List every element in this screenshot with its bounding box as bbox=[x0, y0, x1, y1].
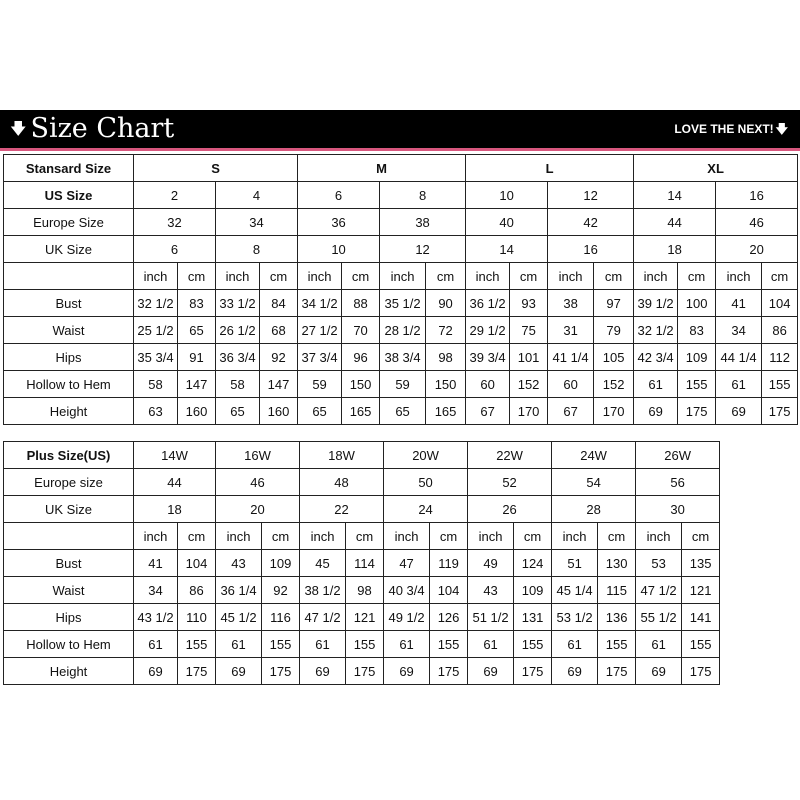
measurement-cell: 86 bbox=[178, 577, 216, 604]
measurement-cell: 63 bbox=[134, 398, 178, 425]
size-cell: 56 bbox=[636, 469, 720, 496]
unit-cell: inch bbox=[300, 523, 346, 550]
size-group-cell: S bbox=[134, 155, 298, 182]
measurement-cell: 96 bbox=[342, 344, 380, 371]
measurement-cell: 36 1/2 bbox=[466, 290, 510, 317]
size-cell: 20 bbox=[716, 236, 798, 263]
measurement-label: Hollow to Hem bbox=[4, 631, 134, 658]
size-cell: 16 bbox=[548, 236, 634, 263]
unit-cell: inch bbox=[216, 263, 260, 290]
measurement-cell: 165 bbox=[426, 398, 466, 425]
measurement-cell: 51 1/2 bbox=[468, 604, 514, 631]
standard-size-header: Stansard Size bbox=[4, 155, 134, 182]
measurement-cell: 97 bbox=[594, 290, 634, 317]
measurement-cell: 49 1/2 bbox=[384, 604, 430, 631]
uk-size-row bbox=[4, 496, 798, 523]
measurement-cell: 69 bbox=[216, 658, 262, 685]
measurement-cell: 65 bbox=[216, 398, 260, 425]
unit-cell: cm bbox=[514, 523, 552, 550]
unit-cell: cm bbox=[678, 263, 716, 290]
unit-cell: inch bbox=[216, 523, 262, 550]
unit-row bbox=[4, 263, 798, 290]
measurement-cell: 175 bbox=[262, 658, 300, 685]
measurement-cell: 29 1/2 bbox=[466, 317, 510, 344]
measurement-cell: 152 bbox=[510, 371, 548, 398]
measurement-cell: 58 bbox=[216, 371, 260, 398]
size-cell: 10 bbox=[466, 182, 548, 209]
plus-measurements bbox=[4, 550, 798, 685]
measurement-cell: 88 bbox=[342, 290, 380, 317]
measurement-label: Hips bbox=[4, 604, 134, 631]
measurement-cell: 165 bbox=[342, 398, 380, 425]
measurement-cell: 124 bbox=[514, 550, 552, 577]
measurement-cell: 49 bbox=[468, 550, 514, 577]
measurement-cell: 93 bbox=[510, 290, 548, 317]
measurement-cell: 65 bbox=[380, 398, 426, 425]
blank-area bbox=[720, 442, 798, 550]
europe-size-row bbox=[4, 209, 798, 236]
measurement-cell: 69 bbox=[716, 398, 762, 425]
unit-cell: inch bbox=[298, 263, 342, 290]
size-cell: 50 bbox=[384, 469, 468, 496]
size-cell: 8 bbox=[216, 236, 298, 263]
measurement-cell: 67 bbox=[466, 398, 510, 425]
measurement-label: Height bbox=[4, 658, 134, 685]
measurement-cell: 28 1/2 bbox=[380, 317, 426, 344]
measurement-cell: 150 bbox=[342, 371, 380, 398]
measurement-cell: 116 bbox=[262, 604, 300, 631]
measurement-cell: 69 bbox=[300, 658, 346, 685]
size-cell: 26 bbox=[468, 496, 552, 523]
unit-cell: inch bbox=[716, 263, 762, 290]
measurement-label: Bust bbox=[4, 290, 134, 317]
size-cell: 6 bbox=[298, 182, 380, 209]
size-cell: 12 bbox=[548, 182, 634, 209]
measurement-cell: 170 bbox=[510, 398, 548, 425]
measurement-cell: 38 3/4 bbox=[380, 344, 426, 371]
size-cell: 28 bbox=[552, 496, 636, 523]
size-cell: 54 bbox=[552, 469, 636, 496]
title-banner bbox=[0, 110, 800, 148]
measurement-cell: 104 bbox=[430, 577, 468, 604]
unit-cell: cm bbox=[178, 523, 216, 550]
size-group-cell: M bbox=[298, 155, 466, 182]
measurement-cell: 175 bbox=[178, 658, 216, 685]
accent-divider bbox=[0, 148, 800, 151]
measurement-cell: 51 bbox=[552, 550, 598, 577]
measurement-row bbox=[4, 577, 798, 604]
measurement-label: Height bbox=[4, 398, 134, 425]
size-cell: 14W bbox=[134, 442, 216, 469]
measurement-cell: 147 bbox=[260, 371, 298, 398]
measurement-cell: 121 bbox=[682, 577, 720, 604]
measurement-cell: 61 bbox=[134, 631, 178, 658]
banner-title bbox=[10, 110, 174, 148]
measurement-cell: 100 bbox=[678, 290, 716, 317]
measurement-cell: 110 bbox=[178, 604, 216, 631]
us-size-row bbox=[4, 182, 798, 209]
measurement-cell: 175 bbox=[430, 658, 468, 685]
measurement-row bbox=[4, 550, 798, 577]
measurement-cell: 61 bbox=[634, 371, 678, 398]
measurement-cell: 38 bbox=[548, 290, 594, 317]
size-cell: 22 bbox=[300, 496, 384, 523]
measurement-row bbox=[4, 658, 798, 685]
measurement-cell: 61 bbox=[384, 631, 430, 658]
measurement-cell: 37 3/4 bbox=[298, 344, 342, 371]
measurement-cell: 98 bbox=[426, 344, 466, 371]
measurement-cell: 175 bbox=[678, 398, 716, 425]
measurement-cell: 53 bbox=[636, 550, 682, 577]
size-cell: 10 bbox=[298, 236, 380, 263]
europe-size-label: Europe size bbox=[4, 469, 134, 496]
size-cell: 14 bbox=[466, 236, 548, 263]
unit-cell: inch bbox=[134, 263, 178, 290]
size-cell: 18 bbox=[634, 236, 716, 263]
size-cell: 44 bbox=[134, 469, 216, 496]
measurement-cell: 91 bbox=[178, 344, 216, 371]
measurement-cell: 42 3/4 bbox=[634, 344, 678, 371]
measurement-cell: 86 bbox=[762, 317, 798, 344]
measurement-cell: 155 bbox=[430, 631, 468, 658]
measurement-cell: 175 bbox=[346, 658, 384, 685]
measurement-cell: 45 bbox=[300, 550, 346, 577]
measurement-cell: 69 bbox=[636, 658, 682, 685]
us-size-label: US Size bbox=[4, 182, 134, 209]
measurement-cell: 61 bbox=[216, 631, 262, 658]
unit-cell: cm bbox=[346, 523, 384, 550]
size-cell: 42 bbox=[548, 209, 634, 236]
size-cell: 6 bbox=[134, 236, 216, 263]
measurement-label: Waist bbox=[4, 317, 134, 344]
measurement-cell: 59 bbox=[380, 371, 426, 398]
size-cell: 4 bbox=[216, 182, 298, 209]
measurement-cell: 26 1/2 bbox=[216, 317, 260, 344]
size-cell: 46 bbox=[216, 469, 300, 496]
measurement-cell: 119 bbox=[430, 550, 468, 577]
measurement-cell: 155 bbox=[682, 631, 720, 658]
size-cell: 16W bbox=[216, 442, 300, 469]
standard-measurements bbox=[4, 290, 798, 425]
measurement-cell: 175 bbox=[598, 658, 636, 685]
measurement-cell: 68 bbox=[260, 317, 298, 344]
measurement-cell: 60 bbox=[466, 371, 510, 398]
unit-cell: inch bbox=[636, 523, 682, 550]
plus-size-header: Plus Size(US) bbox=[4, 442, 134, 469]
banner-tagline bbox=[674, 110, 788, 148]
measurement-cell: 34 1/2 bbox=[298, 290, 342, 317]
unit-cell: cm bbox=[594, 263, 634, 290]
unit-cell: inch bbox=[384, 523, 430, 550]
measurement-cell: 47 bbox=[384, 550, 430, 577]
size-cell: 32 bbox=[134, 209, 216, 236]
measurement-cell: 115 bbox=[598, 577, 636, 604]
size-cell: 38 bbox=[380, 209, 466, 236]
measurement-cell: 27 1/2 bbox=[298, 317, 342, 344]
size-cell: 46 bbox=[716, 209, 798, 236]
measurement-cell: 70 bbox=[342, 317, 380, 344]
measurement-cell: 45 1/2 bbox=[216, 604, 262, 631]
measurement-cell: 61 bbox=[468, 631, 514, 658]
size-cell: 40 bbox=[466, 209, 548, 236]
measurement-cell: 155 bbox=[178, 631, 216, 658]
measurement-label: Hollow to Hem bbox=[4, 371, 134, 398]
measurement-cell: 112 bbox=[762, 344, 798, 371]
size-cell: 16 bbox=[716, 182, 798, 209]
unit-row-label bbox=[4, 523, 134, 550]
measurement-cell: 90 bbox=[426, 290, 466, 317]
size-cell: 18 bbox=[134, 496, 216, 523]
measurement-cell: 41 bbox=[716, 290, 762, 317]
measurement-cell: 98 bbox=[346, 577, 384, 604]
measurement-row bbox=[4, 371, 798, 398]
measurement-row bbox=[4, 290, 798, 317]
measurement-cell: 114 bbox=[346, 550, 384, 577]
size-cell: 22W bbox=[468, 442, 552, 469]
unit-cell: cm bbox=[510, 263, 548, 290]
unit-cell: inch bbox=[466, 263, 510, 290]
unit-cell: inch bbox=[380, 263, 426, 290]
uk-size-row bbox=[4, 236, 798, 263]
measurement-cell: 72 bbox=[426, 317, 466, 344]
size-cell: 8 bbox=[380, 182, 466, 209]
measurement-cell: 35 1/2 bbox=[380, 290, 426, 317]
measurement-cell: 58 bbox=[134, 371, 178, 398]
measurement-cell: 126 bbox=[430, 604, 468, 631]
size-cell: 20 bbox=[216, 496, 300, 523]
measurement-cell: 175 bbox=[682, 658, 720, 685]
measurement-cell: 155 bbox=[262, 631, 300, 658]
size-cell: 12 bbox=[380, 236, 466, 263]
unit-cell: cm bbox=[260, 263, 298, 290]
unit-cell: cm bbox=[762, 263, 798, 290]
chart-title: Size Chart bbox=[30, 113, 175, 144]
measurement-cell: 92 bbox=[260, 344, 298, 371]
measurement-cell: 101 bbox=[510, 344, 548, 371]
measurement-cell: 31 bbox=[548, 317, 594, 344]
size-cell: 24W bbox=[552, 442, 636, 469]
size-group-cell: XL bbox=[634, 155, 798, 182]
measurement-row bbox=[4, 317, 798, 344]
uk-size-label: UK Size bbox=[4, 236, 134, 263]
measurement-cell: 69 bbox=[552, 658, 598, 685]
unit-cell: cm bbox=[430, 523, 468, 550]
measurement-cell: 131 bbox=[514, 604, 552, 631]
measurement-label: Waist bbox=[4, 577, 134, 604]
measurement-label: Bust bbox=[4, 550, 134, 577]
measurement-cell: 155 bbox=[346, 631, 384, 658]
unit-cell: cm bbox=[682, 523, 720, 550]
measurement-cell: 43 bbox=[468, 577, 514, 604]
measurement-cell: 79 bbox=[594, 317, 634, 344]
uk-size-label: UK Size bbox=[4, 496, 134, 523]
size-cell: 34 bbox=[216, 209, 298, 236]
measurement-cell: 160 bbox=[178, 398, 216, 425]
measurement-cell: 65 bbox=[298, 398, 342, 425]
measurement-cell: 170 bbox=[594, 398, 634, 425]
measurement-cell: 160 bbox=[260, 398, 298, 425]
measurement-cell: 43 bbox=[216, 550, 262, 577]
measurement-cell: 135 bbox=[682, 550, 720, 577]
measurement-cell: 69 bbox=[134, 658, 178, 685]
measurement-cell: 41 1/4 bbox=[548, 344, 594, 371]
unit-cell: cm bbox=[342, 263, 380, 290]
measurement-cell: 40 3/4 bbox=[384, 577, 430, 604]
measurement-row bbox=[4, 604, 798, 631]
measurement-cell: 147 bbox=[178, 371, 216, 398]
measurement-cell: 61 bbox=[300, 631, 346, 658]
unit-cell: cm bbox=[426, 263, 466, 290]
measurement-cell: 53 1/2 bbox=[552, 604, 598, 631]
measurement-cell: 38 1/2 bbox=[300, 577, 346, 604]
measurement-label: Hips bbox=[4, 344, 134, 371]
measurement-cell: 44 1/4 bbox=[716, 344, 762, 371]
measurement-row bbox=[4, 344, 798, 371]
standard-size-table bbox=[3, 154, 798, 425]
measurement-cell: 47 1/2 bbox=[636, 577, 682, 604]
measurement-cell: 155 bbox=[598, 631, 636, 658]
size-cell: 26W bbox=[636, 442, 720, 469]
measurement-cell: 155 bbox=[514, 631, 552, 658]
measurement-cell: 32 1/2 bbox=[134, 290, 178, 317]
unit-cell: cm bbox=[262, 523, 300, 550]
measurement-cell: 39 3/4 bbox=[466, 344, 510, 371]
measurement-cell: 75 bbox=[510, 317, 548, 344]
measurement-cell: 152 bbox=[594, 371, 634, 398]
measurement-cell: 84 bbox=[260, 290, 298, 317]
measurement-cell: 43 1/2 bbox=[134, 604, 178, 631]
unit-row bbox=[4, 523, 798, 550]
tagline-text: LOVE THE NEXT! bbox=[674, 122, 774, 136]
unit-cell: inch bbox=[468, 523, 514, 550]
measurement-cell: 69 bbox=[468, 658, 514, 685]
measurement-cell: 105 bbox=[594, 344, 634, 371]
plus-size-table bbox=[3, 441, 798, 685]
measurement-cell: 83 bbox=[678, 317, 716, 344]
size-cell: 24 bbox=[384, 496, 468, 523]
size-cell: 14 bbox=[634, 182, 716, 209]
measurement-cell: 92 bbox=[262, 577, 300, 604]
measurement-cell: 65 bbox=[178, 317, 216, 344]
measurement-cell: 83 bbox=[178, 290, 216, 317]
measurement-cell: 34 bbox=[716, 317, 762, 344]
europe-size-label: Europe Size bbox=[4, 209, 134, 236]
measurement-cell: 34 bbox=[134, 577, 178, 604]
unit-cell: inch bbox=[552, 523, 598, 550]
size-cell: 20W bbox=[384, 442, 468, 469]
measurement-cell: 32 1/2 bbox=[634, 317, 678, 344]
measurement-cell: 121 bbox=[346, 604, 384, 631]
arrow-down-icon: 🡇 bbox=[775, 122, 788, 136]
measurement-cell: 175 bbox=[762, 398, 798, 425]
measurement-cell: 175 bbox=[514, 658, 552, 685]
size-cell: 18W bbox=[300, 442, 384, 469]
measurement-cell: 45 1/4 bbox=[552, 577, 598, 604]
size-cell: 2 bbox=[134, 182, 216, 209]
measurement-cell: 33 1/2 bbox=[216, 290, 260, 317]
measurement-cell: 69 bbox=[384, 658, 430, 685]
measurement-cell: 36 1/4 bbox=[216, 577, 262, 604]
measurement-cell: 69 bbox=[634, 398, 678, 425]
measurement-cell: 36 3/4 bbox=[216, 344, 260, 371]
size-group-cell: L bbox=[466, 155, 634, 182]
measurement-cell: 104 bbox=[178, 550, 216, 577]
europe-size-row bbox=[4, 469, 798, 496]
unit-cell: cm bbox=[178, 263, 216, 290]
size-cell: 30 bbox=[636, 496, 720, 523]
measurement-cell: 61 bbox=[552, 631, 598, 658]
measurement-cell: 109 bbox=[262, 550, 300, 577]
measurement-cell: 60 bbox=[548, 371, 594, 398]
measurement-cell: 150 bbox=[426, 371, 466, 398]
measurement-cell: 104 bbox=[762, 290, 798, 317]
measurement-cell: 136 bbox=[598, 604, 636, 631]
unit-cell: inch bbox=[634, 263, 678, 290]
measurement-cell: 67 bbox=[548, 398, 594, 425]
measurement-cell: 41 bbox=[134, 550, 178, 577]
size-cell: 48 bbox=[300, 469, 384, 496]
unit-cell: inch bbox=[548, 263, 594, 290]
measurement-cell: 35 3/4 bbox=[134, 344, 178, 371]
plus-size-row bbox=[4, 442, 798, 469]
measurement-cell: 109 bbox=[678, 344, 716, 371]
unit-cell: inch bbox=[134, 523, 178, 550]
measurement-row bbox=[4, 398, 798, 425]
measurement-cell: 61 bbox=[716, 371, 762, 398]
measurement-cell: 130 bbox=[598, 550, 636, 577]
measurement-cell: 47 1/2 bbox=[300, 604, 346, 631]
measurement-row bbox=[4, 631, 798, 658]
measurement-cell: 55 1/2 bbox=[636, 604, 682, 631]
measurement-cell: 39 1/2 bbox=[634, 290, 678, 317]
arrow-down-icon: 🡇 bbox=[10, 119, 27, 138]
size-cell: 36 bbox=[298, 209, 380, 236]
measurement-cell: 61 bbox=[636, 631, 682, 658]
size-cell: 44 bbox=[634, 209, 716, 236]
unit-row-label bbox=[4, 263, 134, 290]
measurement-cell: 109 bbox=[514, 577, 552, 604]
measurement-cell: 141 bbox=[682, 604, 720, 631]
size-group-row bbox=[4, 155, 798, 182]
size-cell: 52 bbox=[468, 469, 552, 496]
unit-cell: cm bbox=[598, 523, 636, 550]
measurement-cell: 155 bbox=[762, 371, 798, 398]
measurement-cell: 155 bbox=[678, 371, 716, 398]
measurement-cell: 59 bbox=[298, 371, 342, 398]
measurement-cell: 25 1/2 bbox=[134, 317, 178, 344]
